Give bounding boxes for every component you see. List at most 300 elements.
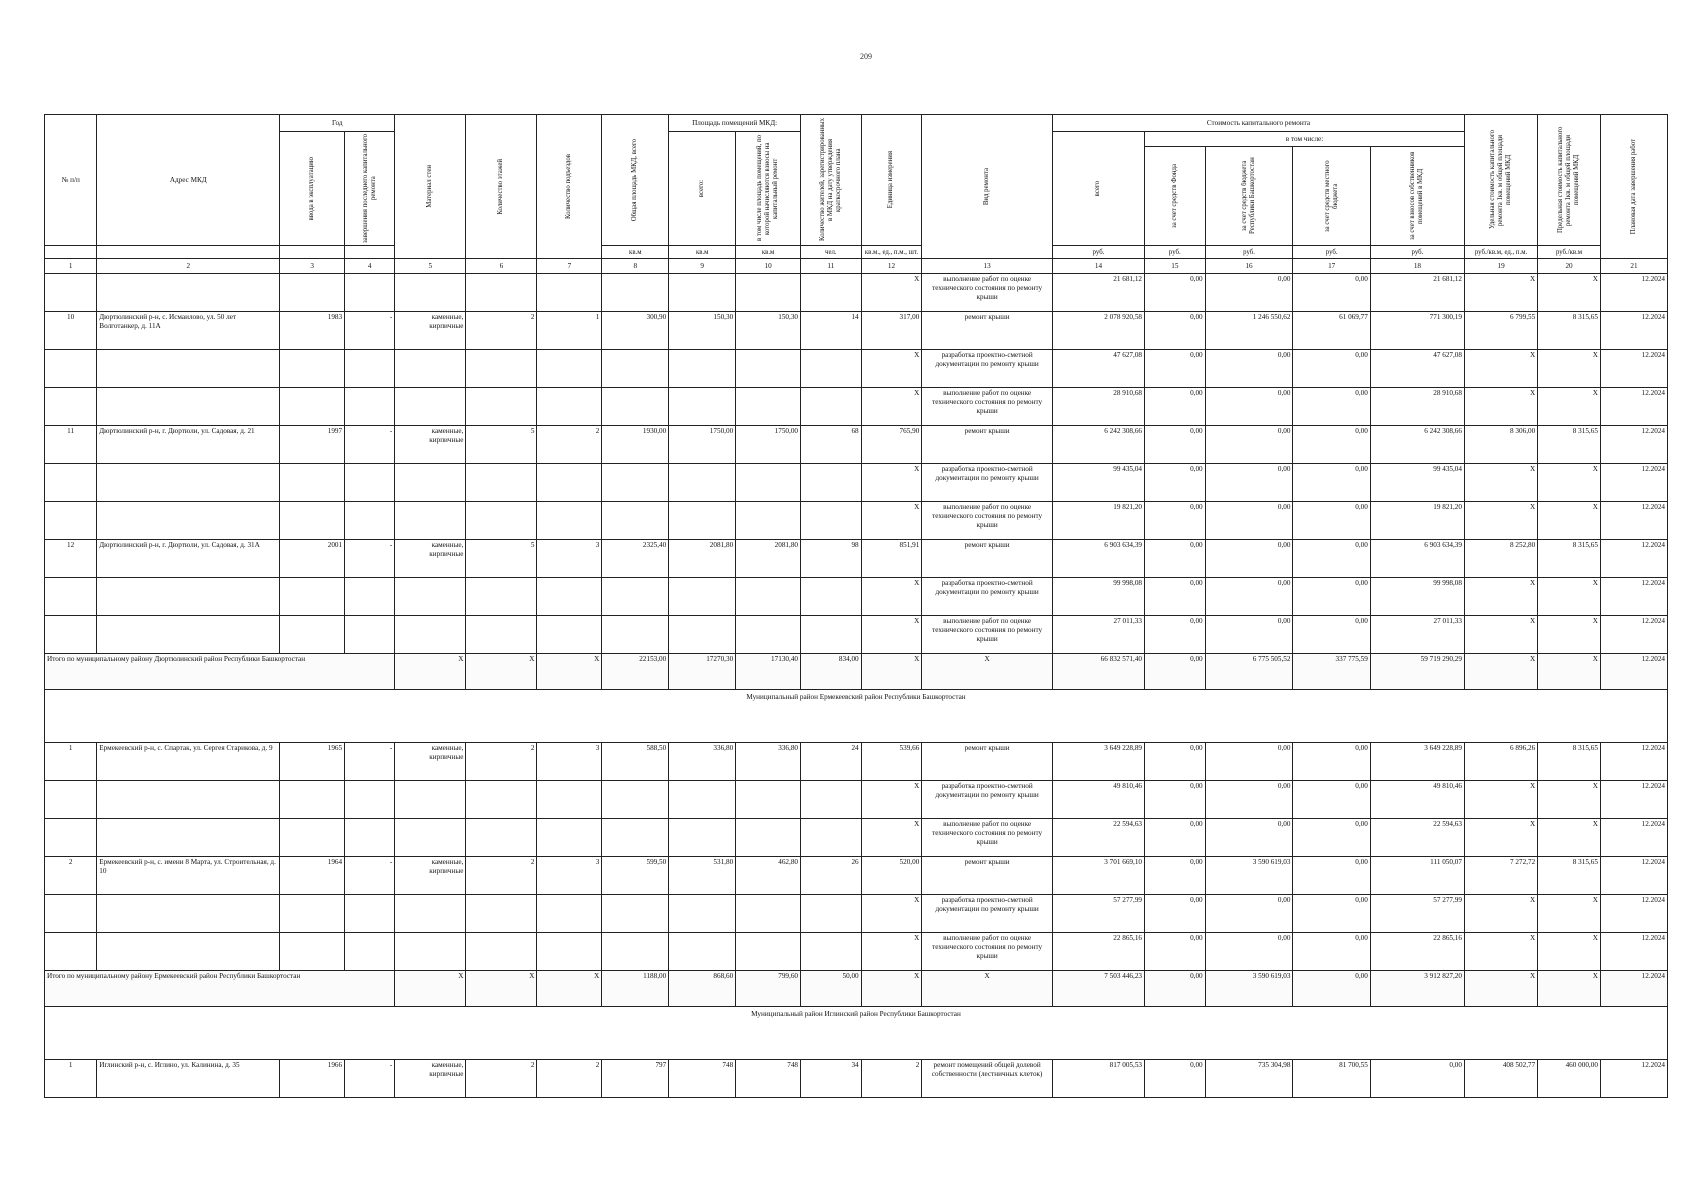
unit-cell: руб./кв.м: [1538, 246, 1601, 259]
unit-cost-cell: X: [1464, 654, 1537, 690]
house-row: [45, 743, 1668, 781]
premises-total-cell: 150,30: [669, 312, 736, 350]
empty-cell: [736, 781, 801, 819]
limit-cost-cell: X: [1538, 502, 1601, 540]
empty-cell: [736, 616, 801, 654]
republic-cell: 3 590 619,03: [1205, 971, 1293, 1007]
empty-cell: [801, 933, 862, 971]
column-number: 10: [736, 259, 801, 274]
empty-cell: [669, 933, 736, 971]
table-body: [45, 274, 1668, 1098]
fund-cell: 0,00: [1145, 540, 1206, 578]
empty-cell: [736, 350, 801, 388]
total-area-cell: 2325,40: [602, 540, 669, 578]
empty-cell: [736, 388, 801, 426]
local-cell: 0,00: [1293, 971, 1370, 1007]
unit-cost-cell: 408 502,77: [1464, 1060, 1537, 1098]
empty-cell: [466, 350, 537, 388]
local-cell: 0,00: [1293, 895, 1370, 933]
empty-cell: [45, 895, 97, 933]
empty-cell: [537, 350, 602, 388]
local-cell: 0,00: [1293, 578, 1370, 616]
local-cell: 0,00: [1293, 464, 1370, 502]
column-number: 4: [345, 259, 395, 274]
address-cell: Ермекеевский р-н, с. имени 8 Марта, ул. Строительная, д. 10: [97, 857, 280, 895]
local-cell: 0,00: [1293, 274, 1370, 312]
empty-cell: [345, 502, 395, 540]
empty-cell: [345, 464, 395, 502]
entrances-cell: 3: [537, 743, 602, 781]
units-row: [45, 246, 1668, 259]
empty-cell: [669, 464, 736, 502]
cost-total-cell: 817 005,53: [1052, 1060, 1144, 1098]
owners-cell: 22 865,16: [1370, 933, 1464, 971]
unit-cell: 2: [861, 1060, 922, 1098]
limit-cost-cell: X: [1538, 274, 1601, 312]
unit-cell: X: [861, 274, 922, 312]
owners-cell: 19 821,20: [1370, 502, 1464, 540]
empty-cell: [97, 502, 280, 540]
work-type-cell: разработка проектно-сметной документации по ремонту крыши: [922, 464, 1053, 502]
empty-cell: [736, 933, 801, 971]
header-republic: за счет средств бюджета Республики Башкортостан: [1205, 147, 1293, 246]
unit-cost-cell: X: [1464, 895, 1537, 933]
empty-cell: [602, 616, 669, 654]
fund-cell: 0,00: [1145, 464, 1206, 502]
year-commission-cell: 1964: [280, 857, 345, 895]
cost-total-cell: 28 910,68: [1052, 388, 1144, 426]
row-number: 10: [45, 312, 97, 350]
owners-cell: 57 277,99: [1370, 895, 1464, 933]
empty-cell: [97, 781, 280, 819]
empty-cell: [280, 274, 345, 312]
empty-cell: [736, 819, 801, 857]
total-label: Итого по муниципальному району Дюртюлинский район Республики Башкортостан: [45, 654, 395, 690]
column-number: 13: [922, 259, 1053, 274]
residents-cell: 14: [801, 312, 862, 350]
empty-cell: [45, 819, 97, 857]
column-number: 19: [1464, 259, 1537, 274]
material-cell: каменные, кирпичные: [395, 540, 466, 578]
work-type-cell: выполнение работ по оценке технического состояния по ремонту крыши: [922, 616, 1053, 654]
header-total-area: Общая площадь МКД, всего: [602, 115, 669, 246]
cost-total-cell: 22 594,63: [1052, 819, 1144, 857]
unit-cost-cell: X: [1464, 388, 1537, 426]
deadline-cell: 12.2024: [1600, 654, 1667, 690]
empty-cell: [466, 502, 537, 540]
floors-cell: X: [466, 971, 537, 1007]
deadline-cell: 12.2024: [1600, 312, 1667, 350]
deadline-cell: 12.2024: [1600, 388, 1667, 426]
empty-cell: [45, 616, 97, 654]
fund-cell: 0,00: [1145, 654, 1206, 690]
work-type-cell: выполнение работ по оценке технического состояния по ремонту крыши: [922, 388, 1053, 426]
work-type-cell: разработка проектно-сметной документации по ремонту крыши: [922, 350, 1053, 388]
limit-cost-cell: 8 315,65: [1538, 312, 1601, 350]
work-type-cell: X: [922, 654, 1053, 690]
limit-cost-cell: X: [1538, 616, 1601, 654]
table-header: [45, 115, 1668, 274]
work-type-cell: ремонт помещений общей долевой собственности (лестничных клеток): [922, 1060, 1053, 1098]
repair-plan-table-wrapper: [44, 114, 1668, 1098]
local-cell: 0,00: [1293, 933, 1370, 971]
header-fund: за счет средств Фонда: [1145, 147, 1206, 246]
cost-total-cell: 6 903 634,39: [1052, 540, 1144, 578]
cost-total-cell: 57 277,99: [1052, 895, 1144, 933]
unit-cell: X: [861, 578, 922, 616]
empty-cell: [466, 819, 537, 857]
entrances-cell: 3: [537, 540, 602, 578]
empty-cell: [97, 895, 280, 933]
header-entrances: Количество подъездов: [537, 115, 602, 259]
empty-cell: [280, 350, 345, 388]
empty-cell: [45, 464, 97, 502]
owners-cell: 6 903 634,39: [1370, 540, 1464, 578]
premises-contrib-cell: 336,80: [736, 743, 801, 781]
empty-cell: [669, 274, 736, 312]
column-number: 20: [1538, 259, 1601, 274]
empty-cell: [466, 274, 537, 312]
column-number: 12: [861, 259, 922, 274]
limit-cost-cell: X: [1538, 350, 1601, 388]
republic-cell: 0,00: [1205, 274, 1293, 312]
material-cell: каменные, кирпичные: [395, 426, 466, 464]
entrances-cell: 1: [537, 312, 602, 350]
owners-cell: 47 627,08: [1370, 350, 1464, 388]
empty-cell: [280, 616, 345, 654]
limit-cost-cell: X: [1538, 578, 1601, 616]
cost-total-cell: 22 865,16: [1052, 933, 1144, 971]
fund-cell: 0,00: [1145, 781, 1206, 819]
entrances-cell: 2: [537, 426, 602, 464]
work-type-cell: выполнение работ по оценке технического состояния по ремонту крыши: [922, 502, 1053, 540]
republic-cell: 0,00: [1205, 464, 1293, 502]
unit-cell: X: [861, 895, 922, 933]
header-year-group: Год: [280, 115, 395, 132]
empty-cell: [345, 388, 395, 426]
deadline-cell: 12.2024: [1600, 933, 1667, 971]
local-cell: 81 700,55: [1293, 1060, 1370, 1098]
entrances-cell: 3: [537, 857, 602, 895]
header-unit-cost: Удельная стоимость капитального ремонта 1кв. м общей площади помещений МКД: [1464, 115, 1537, 246]
entrances-cell: X: [537, 971, 602, 1007]
column-number: 6: [466, 259, 537, 274]
header-premises-total: всего:: [669, 132, 736, 246]
empty-cell: [97, 388, 280, 426]
empty-cell: [736, 464, 801, 502]
empty-cell: [602, 781, 669, 819]
total-area-cell: 300,90: [602, 312, 669, 350]
local-cell: 61 069,77: [1293, 312, 1370, 350]
deadline-cell: 12.2024: [1600, 274, 1667, 312]
work-type-cell: разработка проектно-сметной документации по ремонту крыши: [922, 578, 1053, 616]
unit-cell: 539,66: [861, 743, 922, 781]
year-commission-cell: 1997: [280, 426, 345, 464]
material-cell: X: [395, 971, 466, 1007]
fund-cell: 0,00: [1145, 933, 1206, 971]
empty-cell: [466, 895, 537, 933]
owners-cell: 99 998,08: [1370, 578, 1464, 616]
deadline-cell: 12.2024: [1600, 616, 1667, 654]
fund-cell: 0,00: [1145, 895, 1206, 933]
empty-cell: [345, 350, 395, 388]
unit-cell: руб./кв.м, ед., п.м.: [1464, 246, 1537, 259]
residents-cell: 834,00: [801, 654, 862, 690]
work-type-cell: ремонт крыши: [922, 540, 1053, 578]
fund-cell: 0,00: [1145, 312, 1206, 350]
limit-cost-cell: 460 000,00: [1538, 1060, 1601, 1098]
premises-total-cell: 17270,30: [669, 654, 736, 690]
limit-cost-cell: 8 315,65: [1538, 857, 1601, 895]
header-local: за счет средств местного бюджета: [1293, 147, 1370, 246]
empty-cell: [736, 502, 801, 540]
empty-cell: [669, 578, 736, 616]
empty-cell: [602, 502, 669, 540]
republic-cell: 0,00: [1205, 743, 1293, 781]
local-cell: 0,00: [1293, 857, 1370, 895]
owners-cell: 111 050,07: [1370, 857, 1464, 895]
republic-cell: 735 304,98: [1205, 1060, 1293, 1098]
local-cell: 337 775,59: [1293, 654, 1370, 690]
work-type-cell: ремонт крыши: [922, 426, 1053, 464]
fund-cell: 0,00: [1145, 857, 1206, 895]
material-cell: X: [395, 654, 466, 690]
premises-total-cell: 868,60: [669, 971, 736, 1007]
address-cell: Иглинский р-н, с. Иглино, ул. Калинина, д. 35: [97, 1060, 280, 1098]
empty-cell: [669, 350, 736, 388]
republic-cell: 0,00: [1205, 426, 1293, 464]
fund-cell: 0,00: [1145, 743, 1206, 781]
entrances-cell: X: [537, 654, 602, 690]
header-unit: Единица измерения: [861, 115, 922, 246]
cost-total-cell: 3 649 228,89: [1052, 743, 1144, 781]
section-title: Муниципальный район Иглинский район Республики Башкортостан: [45, 1007, 1668, 1060]
empty-cell: [280, 781, 345, 819]
unit-cell: X: [861, 464, 922, 502]
header-limit-cost: Предельная стоимость капитального ремонта 1кв. м общей площади помещений МКД: [1538, 115, 1601, 246]
unit-cost-cell: X: [1464, 933, 1537, 971]
year-last-repair-cell: -: [345, 743, 395, 781]
unit-cell: чел.: [801, 246, 862, 259]
republic-cell: 0,00: [1205, 350, 1293, 388]
empty-cell: [602, 350, 669, 388]
empty-cell: [801, 781, 862, 819]
empty-cell: [602, 895, 669, 933]
residents-cell: 26: [801, 857, 862, 895]
empty-cell: [280, 819, 345, 857]
premises-total-cell: 748: [669, 1060, 736, 1098]
unit-cost-cell: 8 252,80: [1464, 540, 1537, 578]
floors-cell: 2: [466, 743, 537, 781]
work-row: [45, 502, 1668, 540]
empty-cell: [395, 578, 466, 616]
total-area-cell: 1188,00: [602, 971, 669, 1007]
year-last-repair-cell: -: [345, 857, 395, 895]
empty-cell: [395, 895, 466, 933]
total-area-cell: 797: [602, 1060, 669, 1098]
republic-cell: 0,00: [1205, 578, 1293, 616]
empty-cell: [280, 933, 345, 971]
premises-contrib-cell: 1750,00: [736, 426, 801, 464]
fund-cell: 0,00: [1145, 426, 1206, 464]
header-cost-group: Стоимость капитального ремонта: [1052, 115, 1464, 132]
material-cell: каменные, кирпичные: [395, 312, 466, 350]
empty-cell: [602, 819, 669, 857]
cost-total-cell: 99 998,08: [1052, 578, 1144, 616]
fund-cell: 0,00: [1145, 388, 1206, 426]
row-number: 12: [45, 540, 97, 578]
cost-total-cell: 6 242 308,66: [1052, 426, 1144, 464]
unit-cell: X: [861, 502, 922, 540]
column-number: 5: [395, 259, 466, 274]
empty-cell: [537, 895, 602, 933]
column-number: 15: [1145, 259, 1206, 274]
republic-cell: 0,00: [1205, 388, 1293, 426]
empty-cell: [45, 781, 97, 819]
premises-contrib-cell: 2081,80: [736, 540, 801, 578]
empty-cell: [801, 464, 862, 502]
header-year-last-repair: завершения последнего капитального ремонта: [345, 132, 395, 246]
fund-cell: 0,00: [1145, 274, 1206, 312]
empty-cell: [466, 578, 537, 616]
section-row: [45, 1007, 1668, 1060]
owners-cell: 49 810,46: [1370, 781, 1464, 819]
empty-cell: [280, 388, 345, 426]
unit-cell: X: [861, 350, 922, 388]
empty-cell: [345, 781, 395, 819]
empty-cell: [45, 350, 97, 388]
total-area-cell: 599,50: [602, 857, 669, 895]
deadline-cell: 12.2024: [1600, 426, 1667, 464]
premises-contrib-cell: 17130,40: [736, 654, 801, 690]
owners-cell: 99 435,04: [1370, 464, 1464, 502]
deadline-cell: 12.2024: [1600, 971, 1667, 1007]
owners-cell: 22 594,63: [1370, 819, 1464, 857]
address-cell: Дюртюлинский р-н, г. Дюртюли, ул. Садовая, д. 31А: [97, 540, 280, 578]
empty-cell: [801, 350, 862, 388]
unit-cost-cell: 6 799,55: [1464, 312, 1537, 350]
column-number: 21: [1600, 259, 1667, 274]
fund-cell: 0,00: [1145, 616, 1206, 654]
work-row: [45, 578, 1668, 616]
empty-cell: [97, 933, 280, 971]
unit-cell: руб.: [1052, 246, 1144, 259]
empty-cell: [97, 819, 280, 857]
empty-cell: [602, 933, 669, 971]
work-type-cell: ремонт крыши: [922, 857, 1053, 895]
deadline-cell: 12.2024: [1600, 540, 1667, 578]
empty-cell: [669, 502, 736, 540]
house-row: [45, 540, 1668, 578]
empty-cell: [97, 350, 280, 388]
local-cell: 0,00: [1293, 819, 1370, 857]
limit-cost-cell: 8 315,65: [1538, 540, 1601, 578]
empty-cell: [466, 464, 537, 502]
fund-cell: 0,00: [1145, 350, 1206, 388]
deadline-cell: 12.2024: [1600, 350, 1667, 388]
column-number: 16: [1205, 259, 1293, 274]
empty-cell: [537, 616, 602, 654]
work-row: [45, 274, 1668, 312]
cost-total-cell: 27 011,33: [1052, 616, 1144, 654]
house-row: [45, 426, 1668, 464]
unit-cell: 765,90: [861, 426, 922, 464]
work-row: [45, 350, 1668, 388]
floors-cell: 2: [466, 312, 537, 350]
year-last-repair-cell: -: [345, 1060, 395, 1098]
republic-cell: 0,00: [1205, 781, 1293, 819]
empty-cell: [345, 274, 395, 312]
local-cell: 0,00: [1293, 350, 1370, 388]
work-type-cell: X: [922, 971, 1053, 1007]
deadline-cell: 12.2024: [1600, 895, 1667, 933]
unit-cell: 520,00: [861, 857, 922, 895]
empty-cell: [395, 350, 466, 388]
empty-cell: [45, 933, 97, 971]
row-number: 1: [45, 743, 97, 781]
unit-cell: X: [861, 388, 922, 426]
house-row: [45, 857, 1668, 895]
empty-cell: [395, 933, 466, 971]
empty-cell: [602, 464, 669, 502]
limit-cost-cell: X: [1538, 933, 1601, 971]
empty-cell: [669, 819, 736, 857]
unit-cost-cell: X: [1464, 616, 1537, 654]
unit-cost-cell: X: [1464, 274, 1537, 312]
address-cell: Дюртюлинский р-н, с. Исмаилово, ул. 50 лет Волготанкер, д. 11А: [97, 312, 280, 350]
premises-total-cell: 531,80: [669, 857, 736, 895]
unit-cell: кв.м: [602, 246, 669, 259]
deadline-cell: 12.2024: [1600, 743, 1667, 781]
empty-cell: [801, 274, 862, 312]
republic-cell: 0,00: [1205, 895, 1293, 933]
column-number: 17: [1293, 259, 1370, 274]
republic-cell: 6 775 505,52: [1205, 654, 1293, 690]
empty-cell: [466, 616, 537, 654]
work-row: [45, 819, 1668, 857]
empty-cell: [345, 819, 395, 857]
limit-cost-cell: X: [1538, 654, 1601, 690]
residents-cell: 68: [801, 426, 862, 464]
local-cell: 0,00: [1293, 781, 1370, 819]
republic-cell: 1 246 550,62: [1205, 312, 1293, 350]
empty-cell: [45, 578, 97, 616]
floors-cell: 5: [466, 540, 537, 578]
owners-cell: 59 719 290,29: [1370, 654, 1464, 690]
republic-cell: 0,00: [1205, 819, 1293, 857]
row-number: 2: [45, 857, 97, 895]
empty-cell: [537, 819, 602, 857]
unit-cell: 851,91: [861, 540, 922, 578]
limit-cost-cell: 8 315,65: [1538, 743, 1601, 781]
unit-cell: X: [861, 654, 922, 690]
work-row: [45, 616, 1668, 654]
work-row: [45, 388, 1668, 426]
local-cell: 0,00: [1293, 540, 1370, 578]
unit-cell: 317,00: [861, 312, 922, 350]
header-cost-total: всего: [1052, 132, 1144, 246]
unit-cost-cell: 7 272,72: [1464, 857, 1537, 895]
header-owners: за счет взносов собственников помещений в МКД: [1370, 147, 1464, 246]
unit-cell: руб.: [1370, 246, 1464, 259]
header-floors: Количество этажей: [466, 115, 537, 259]
unit-cell: руб.: [1205, 246, 1293, 259]
work-row: [45, 464, 1668, 502]
deadline-cell: 12.2024: [1600, 1060, 1667, 1098]
premises-contrib-cell: 748: [736, 1060, 801, 1098]
total-row: [45, 654, 1668, 690]
year-commission-cell: 2001: [280, 540, 345, 578]
